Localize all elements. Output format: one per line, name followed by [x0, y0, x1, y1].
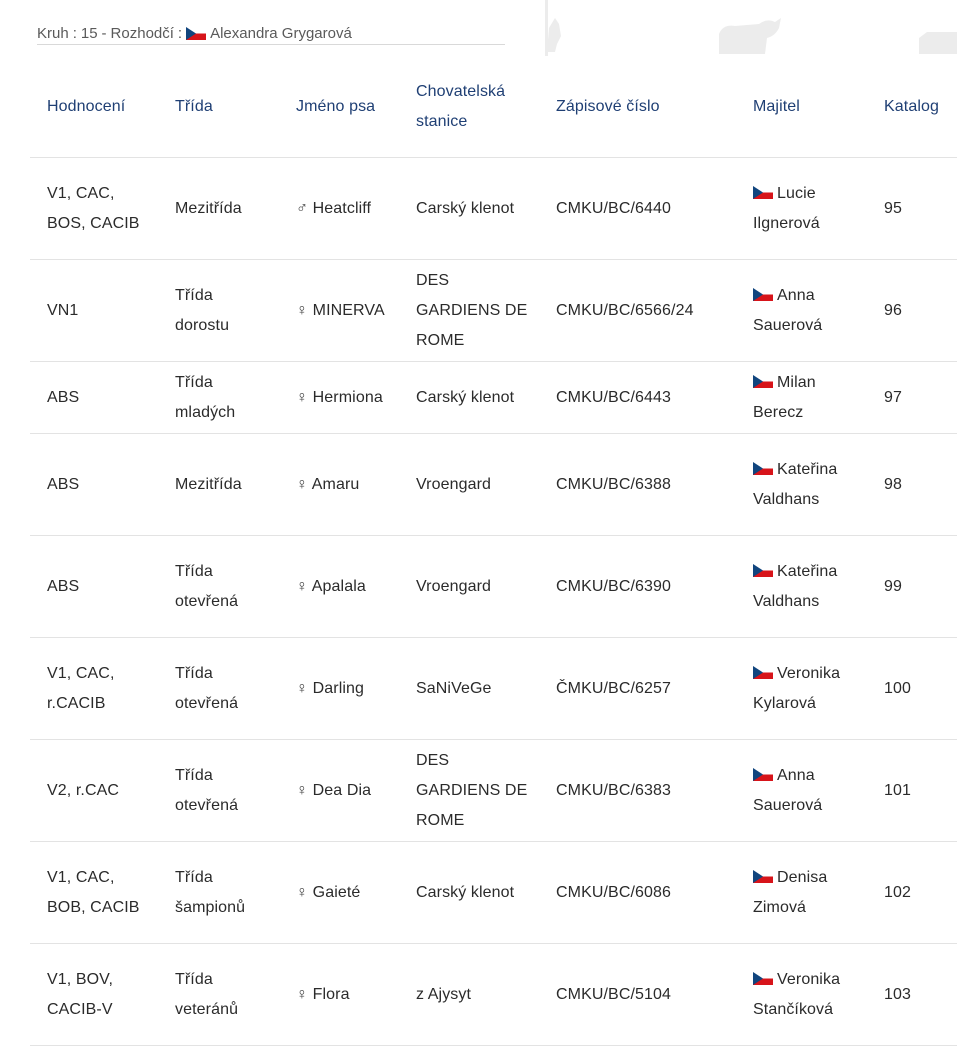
cell-chovatelska-stanice: Carský klenot	[399, 158, 539, 260]
cell-hodnoceni: ABS	[30, 536, 158, 638]
table-row	[30, 944, 957, 1046]
dog-silhouette-icon	[545, 14, 581, 54]
cell-jmeno-psa[interactable]	[279, 842, 399, 944]
cell-jmeno-psa[interactable]	[279, 740, 399, 842]
cell-chovatelska-stanice: SaNiVeGe	[399, 638, 539, 740]
cell-hodnoceni: V2, r.CAC	[30, 740, 158, 842]
czech-flag-icon	[753, 972, 773, 985]
table-row	[30, 260, 957, 362]
cell-majitel	[736, 260, 867, 362]
sex-symbol-icon: ♂	[296, 199, 309, 217]
cell-zapisove-cislo: CMKU/BC/6390	[539, 536, 736, 638]
table-row	[30, 158, 957, 260]
dog-name[interactable]: Dea Dia	[312, 781, 372, 799]
czech-flag-icon	[753, 564, 773, 577]
column-header-trida[interactable]: Třída	[158, 56, 279, 158]
czech-flag-icon	[753, 186, 773, 199]
sex-symbol-icon: ♀	[296, 475, 309, 493]
ring-number: 15	[80, 24, 98, 42]
owner-name: Denisa Zimová	[753, 868, 828, 916]
cell-katalog: 97	[867, 362, 957, 434]
sex-symbol-icon: ♀	[296, 577, 309, 595]
dog-silhouette-icon	[715, 14, 785, 54]
cell-katalog: 101	[867, 740, 957, 842]
column-header-jmeno-psa[interactable]: Jméno psa	[279, 56, 399, 158]
cell-zapisove-cislo: CMKU/BC/6443	[539, 362, 736, 434]
column-header-zapisove-cislo[interactable]: Zápisové číslo	[539, 56, 736, 158]
dog-silhouette-icon	[917, 14, 957, 54]
ring-judge-info: Kruh : 15 - Rozhodčí : Alexandra Grygarová	[37, 22, 505, 45]
czech-flag-icon	[753, 288, 773, 301]
column-header-hodnoceni[interactable]: Hodnocení	[30, 56, 158, 158]
czech-flag-icon	[753, 666, 773, 679]
owner-name: Veronika Kylarová	[753, 664, 841, 712]
judge-name: Alexandra Grygarová	[210, 24, 352, 42]
sex-symbol-icon: ♀	[296, 388, 309, 406]
cell-chovatelska-stanice: DES GARDIENS DE ROME	[399, 740, 539, 842]
cell-trida: Třída otevřená	[158, 740, 279, 842]
cell-zapisove-cislo: CMKU/BC/6383	[539, 740, 736, 842]
cell-katalog: 96	[867, 260, 957, 362]
cell-trida: Třída dorostu	[158, 260, 279, 362]
czech-flag-icon	[753, 768, 773, 781]
cell-majitel	[736, 638, 867, 740]
cell-trida: Třída otevřená	[158, 638, 279, 740]
cell-hodnoceni: ABS	[30, 362, 158, 434]
owner-name: Anna Sauerová	[753, 766, 823, 814]
dog-name[interactable]: Amaru	[311, 475, 360, 493]
cell-chovatelska-stanice: DES GARDIENS DE ROME	[399, 260, 539, 362]
dog-name[interactable]: Gaieté	[312, 883, 361, 901]
column-header-chovatelska-stanice[interactable]: Chovatelská stanice	[399, 56, 539, 158]
table-row	[30, 740, 957, 842]
cell-zapisove-cislo: CMKU/BC/5104	[539, 944, 736, 1046]
sex-symbol-icon: ♀	[296, 679, 309, 697]
cell-majitel	[736, 158, 867, 260]
sex-symbol-icon: ♀	[296, 781, 309, 799]
cell-hodnoceni: V1, BOV, CACIB-V	[30, 944, 158, 1046]
owner-name: Kateřina Valdhans	[753, 460, 838, 508]
cell-chovatelska-stanice: Vroengard	[399, 434, 539, 536]
cell-katalog: 103	[867, 944, 957, 1046]
czech-flag-icon	[753, 375, 773, 388]
cell-jmeno-psa[interactable]	[279, 536, 399, 638]
cell-jmeno-psa[interactable]	[279, 362, 399, 434]
cell-chovatelska-stanice: Carský klenot	[399, 842, 539, 944]
table-header-row	[30, 56, 957, 158]
cell-katalog: 95	[867, 158, 957, 260]
owner-name: Veronika Stančíková	[753, 970, 841, 1018]
column-header-majitel[interactable]: Majitel	[736, 56, 867, 158]
cell-katalog: 99	[867, 536, 957, 638]
owner-name: Kateřina Valdhans	[753, 562, 838, 610]
dog-name[interactable]: Heatcliff	[312, 199, 372, 217]
cell-jmeno-psa[interactable]	[279, 158, 399, 260]
sex-symbol-icon: ♀	[296, 301, 309, 319]
owner-name: Lucie Ilgnerová	[753, 184, 820, 232]
cell-zapisove-cislo: CMKU/BC/6388	[539, 434, 736, 536]
cell-jmeno-psa[interactable]	[279, 260, 399, 362]
cell-majitel	[736, 362, 867, 434]
cell-trida: Mezitřída	[158, 158, 279, 260]
czech-flag-icon	[186, 27, 206, 40]
cell-jmeno-psa[interactable]	[279, 638, 399, 740]
owner-name: Anna Sauerová	[753, 286, 823, 334]
table-row	[30, 362, 957, 434]
dog-name[interactable]: Darling	[312, 679, 365, 697]
cell-hodnoceni: VN1	[30, 260, 158, 362]
column-header-katalog[interactable]: Katalog	[867, 56, 957, 158]
cell-hodnoceni: V1, CAC, r.CACIB	[30, 638, 158, 740]
cell-hodnoceni: V1, CAC, BOS, CACIB	[30, 158, 158, 260]
dog-name[interactable]: Flora	[312, 985, 350, 1003]
czech-flag-icon	[753, 870, 773, 883]
cell-katalog: 98	[867, 434, 957, 536]
cell-majitel	[736, 536, 867, 638]
cell-chovatelska-stanice: Carský klenot	[399, 362, 539, 434]
cell-katalog: 100	[867, 638, 957, 740]
table-row	[30, 842, 957, 944]
results-table	[30, 56, 957, 1046]
dog-name[interactable]: Hermiona	[312, 388, 383, 406]
sex-symbol-icon: ♀	[296, 883, 309, 901]
cell-trida: Třída mladých	[158, 362, 279, 434]
judge-label: Rozhodčí	[110, 24, 174, 42]
owner-name: Milan Berecz	[753, 373, 816, 421]
cell-zapisove-cislo: CMKU/BC/6086	[539, 842, 736, 944]
cell-jmeno-psa[interactable]	[279, 434, 399, 536]
cell-trida: Třída otevřená	[158, 536, 279, 638]
table-row	[30, 434, 957, 536]
cell-majitel	[736, 434, 867, 536]
cell-trida: Třída šampionů	[158, 842, 279, 944]
table-row	[30, 638, 957, 740]
cell-chovatelska-stanice: Vroengard	[399, 536, 539, 638]
dog-name[interactable]: MINERVA	[312, 301, 385, 319]
ring-label: Kruh	[37, 24, 69, 42]
cell-majitel	[736, 944, 867, 1046]
cell-zapisove-cislo: CMKU/BC/6440	[539, 158, 736, 260]
cell-trida: Mezitřída	[158, 434, 279, 536]
cell-jmeno-psa[interactable]	[279, 944, 399, 1046]
table-row	[30, 536, 957, 638]
czech-flag-icon	[753, 462, 773, 475]
cell-majitel	[736, 740, 867, 842]
cell-hodnoceni: ABS	[30, 434, 158, 536]
cell-majitel	[736, 842, 867, 944]
cell-hodnoceni: V1, CAC, BOB, CACIB	[30, 842, 158, 944]
cell-zapisove-cislo: CMKU/BC/6566/24	[539, 260, 736, 362]
cell-zapisove-cislo: ČMKU/BC/6257	[539, 638, 736, 740]
dog-name[interactable]: Apalala	[311, 577, 366, 595]
background-decoration	[545, 0, 957, 56]
cell-trida: Třída veteránů	[158, 944, 279, 1046]
cell-katalog: 102	[867, 842, 957, 944]
cell-chovatelska-stanice: z Ajysyt	[399, 944, 539, 1046]
sex-symbol-icon: ♀	[296, 985, 309, 1003]
